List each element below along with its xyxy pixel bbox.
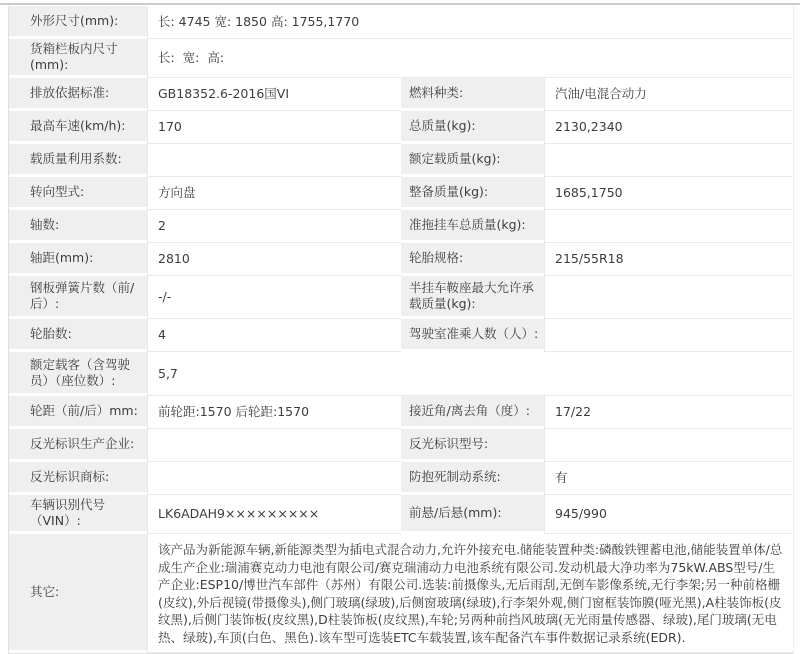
spec-label-cell: 轮胎数: <box>9 319 147 352</box>
spec-label-cell: 车辆识别代号（VIN）: <box>9 495 147 534</box>
spec-label-cell: 防抱死制动系统: <box>401 462 544 495</box>
spec-value-cell: 有 <box>544 462 793 495</box>
spec-value-cell <box>147 462 401 495</box>
spec-value-cell: 2 <box>147 210 401 243</box>
spec-label-cell: 燃料种类: <box>401 78 544 111</box>
spec-value-cell: 汽油/电混合动力 <box>544 78 793 111</box>
table-row <box>9 210 793 243</box>
table-row <box>9 39 793 78</box>
spec-value-cell: 945/990 <box>544 495 793 534</box>
spec-value-cell <box>544 429 793 462</box>
table-row <box>9 462 793 495</box>
spec-value-cell: LK6ADAH9××××××××× <box>147 495 401 534</box>
spec-label-cell: 排放依据标准: <box>9 78 147 111</box>
spec-value-cell: 5,7 <box>147 352 793 396</box>
spec-value-cell: 170 <box>147 111 401 144</box>
spec-label-cell: 货箱栏板内尺寸(mm): <box>9 39 147 78</box>
table-row <box>9 276 793 319</box>
spec-value-cell: GB18352.6-2016国VI <box>147 78 401 111</box>
spec-label-cell: 钢板弹簧片数（前/后）: <box>9 276 147 319</box>
table-row <box>9 243 793 276</box>
spec-label-cell: 反光标识商标: <box>9 462 147 495</box>
table-row <box>9 352 793 396</box>
spec-label-cell: 转向型式: <box>9 177 147 210</box>
spec-value-cell: -/- <box>147 276 401 319</box>
spec-value-cell: 17/22 <box>544 396 793 429</box>
spec-label-cell: 轮胎规格: <box>401 243 544 276</box>
spec-label-cell: 整备质量(kg): <box>401 177 544 210</box>
spec-label-cell: 额定载质量(kg): <box>401 144 544 177</box>
table-row <box>9 495 793 534</box>
spec-label-cell: 外形尺寸(mm): <box>9 6 147 39</box>
spec-value-cell: 前轮距:1570 后轮距:1570 <box>147 396 401 429</box>
table-row <box>9 177 793 210</box>
spec-value-cell: 长: 宽: 高: <box>147 39 793 78</box>
spec-label-cell: 驾驶室准乘人数（人）: <box>401 319 544 352</box>
spec-value-cell <box>544 144 793 177</box>
spec-label-cell: 额定载客（含驾驶员）（座位数）: <box>9 352 147 396</box>
spec-label-cell: 反光标识型号: <box>401 429 544 462</box>
spec-label-cell: 轴数: <box>9 210 147 243</box>
spec-label-cell: 接近角/离去角（度）: <box>401 396 544 429</box>
spec-label-cell: 准拖挂车总质量(kg): <box>401 210 544 243</box>
spec-label-cell: 最高车速(km/h): <box>9 111 147 144</box>
spec-value-cell: 2810 <box>147 243 401 276</box>
spec-value-cell: 215/55R18 <box>544 243 793 276</box>
spec-label-cell: 半挂车鞍座最大允许承载质量(kg): <box>401 276 544 319</box>
table-row <box>9 111 793 144</box>
table-row <box>9 429 793 462</box>
spec-value-cell <box>147 144 401 177</box>
spec-label-cell: 其它: <box>9 534 147 653</box>
spec-value-cell: 该产品为新能源车辆,新能源类型为插电式混合动力,允许外接充电.储能装置种类:磷酸铁锂蓄电池,储能装置单体/总成生产企业:瑞浦赛克动力电池有限公司/赛克瑞浦动力电池系统有限公司.发动机最大净功率为75kW.ABS型号/生产企业:ESP10/博世汽车部件（苏州）有限公司.选装:前摄像头,无后雨刮,无倒车影像系统,无行李架;另一种前格栅(皮纹),外后视镜(带摄像头),侧门玻璃(绿玻),后侧窗玻璃(绿玻),行李架外观,侧门窗框装饰膜(哑光黑),A柱装饰板(皮纹黑),后侧门装饰板(皮纹黑),D柱装饰板(皮纹黑),车轮;另两种前挡风玻璃(无光雨量传感器、绿玻),尾门玻璃(无电热、绿玻),车顶(白色、黑色).该车型可选装ETC车载装置,该车配备汽车事件数据记录系统(EDR). <box>147 534 793 653</box>
table-row <box>9 78 793 111</box>
spec-label-cell: 前悬/后悬(mm): <box>401 495 544 534</box>
spec-value-cell: 方向盘 <box>147 177 401 210</box>
spec-label-cell: 轴距(mm): <box>9 243 147 276</box>
vehicle-spec-table <box>8 6 794 654</box>
spec-value-cell <box>147 429 401 462</box>
spec-value-cell: 1685,1750 <box>544 177 793 210</box>
spec-value-cell <box>544 276 793 319</box>
spec-value-cell: 4 <box>147 319 401 352</box>
spec-table-body <box>9 6 793 653</box>
spec-value-cell <box>544 210 793 243</box>
spec-value-cell: 长: 4745 宽: 1850 高: 1755,1770 <box>147 6 793 39</box>
spec-label-cell: 总质量(kg): <box>401 111 544 144</box>
table-row <box>9 6 793 39</box>
spec-value-cell <box>544 319 793 352</box>
table-top-rule <box>0 3 800 5</box>
spec-label-cell: 载质量利用系数: <box>9 144 147 177</box>
table-row <box>9 396 793 429</box>
table-row <box>9 534 793 653</box>
spec-label-cell: 轮距（前/后）mm: <box>9 396 147 429</box>
table-row <box>9 144 793 177</box>
table-row <box>9 319 793 352</box>
spec-label-cell: 反光标识生产企业: <box>9 429 147 462</box>
spec-value-cell: 2130,2340 <box>544 111 793 144</box>
